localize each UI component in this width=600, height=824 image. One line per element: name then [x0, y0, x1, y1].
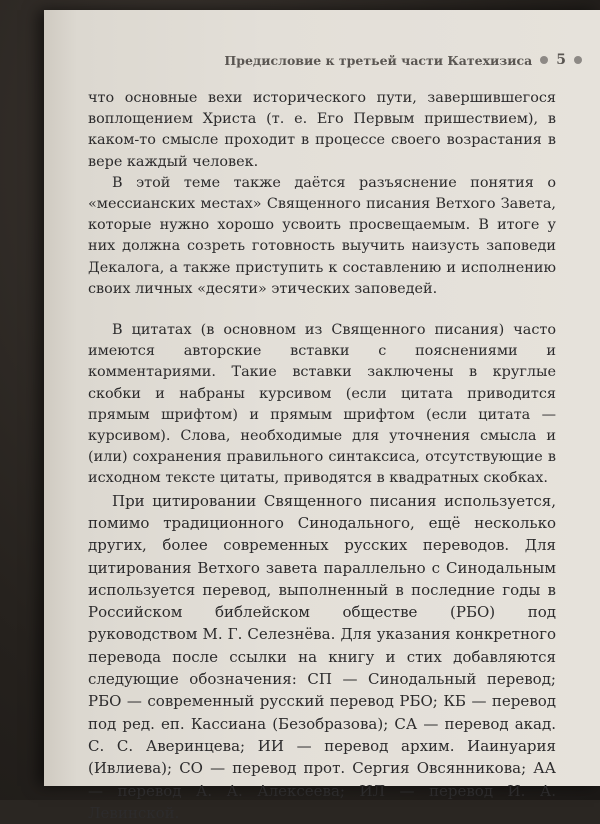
body-text — [88, 88, 556, 824]
bullet-dot-icon — [540, 56, 548, 64]
paragraph-2: В этой теме также даётся разъяснение понятия о «мессианских местах» Священного писания Ветхого Завета, которые нужно хорошо усвоить просвещаемым. В итоге у них должна созреть готовность выучить наизусть заповеди Декалога, а также приступить к составлению и исполнению своих личных «десяти» этических заповедей. — [88, 174, 556, 297]
paragraph-3: В цитатах (в основном из Священного писания) часто имеются авторские вставки с пояснениями и комментариями. Такие вставки заключены в круглые скобки и набраны курсивом (если цитата приводится прямым шрифтом) и прямым шрифтом (если цитата — курсивом). Слова, необходимые для уточнения смысла и (или) сохранения правильного синтаксиса, отсутствующие в исходном тексте цитаты, приводятся в квадратных скобках. — [88, 322, 556, 487]
paragraph-4: При цитировании Священного писания используется, помимо традиционного Синодального, ещё несколько других, более современных русских переводов. Для цитирования Ветхого завета параллельно с Синодальным используется перевод, выполненный в последние годы в Российском библейском обществе (РБО) под руководством М. Г. Селезнёва. Для указания конкретного перевода после ссылки на книгу и стих добавляются следующие обозначения: СП — Синодальный перевод; РБО — современный русский перевод РБО; КБ — перевод под ред. еп. Кассиана (Безобразова); СА — перевод акад. С. С. Аверинцева; ИИ — перевод архим. Иаинуария (Ивлиева); СО — перевод прот. Сергия Овсянникова; АА — перевод А. А. Алексеева; ИЛ — перевод И. А. Левинской. — [88, 491, 556, 822]
paragraph-1: что основные вехи исторического пути, завершившегося воплощением Христа (т. е. Его Первым пришествием), в каком-то смысле проходит в процессе своего возрастания в вере каждый человек. — [88, 90, 556, 170]
page-number: 5 — [556, 52, 566, 68]
running-header — [194, 52, 582, 68]
running-title: Предисловие к третьей части Катехизиса — [224, 52, 533, 68]
book-page — [44, 10, 600, 822]
bullet-dot-icon — [574, 56, 582, 64]
